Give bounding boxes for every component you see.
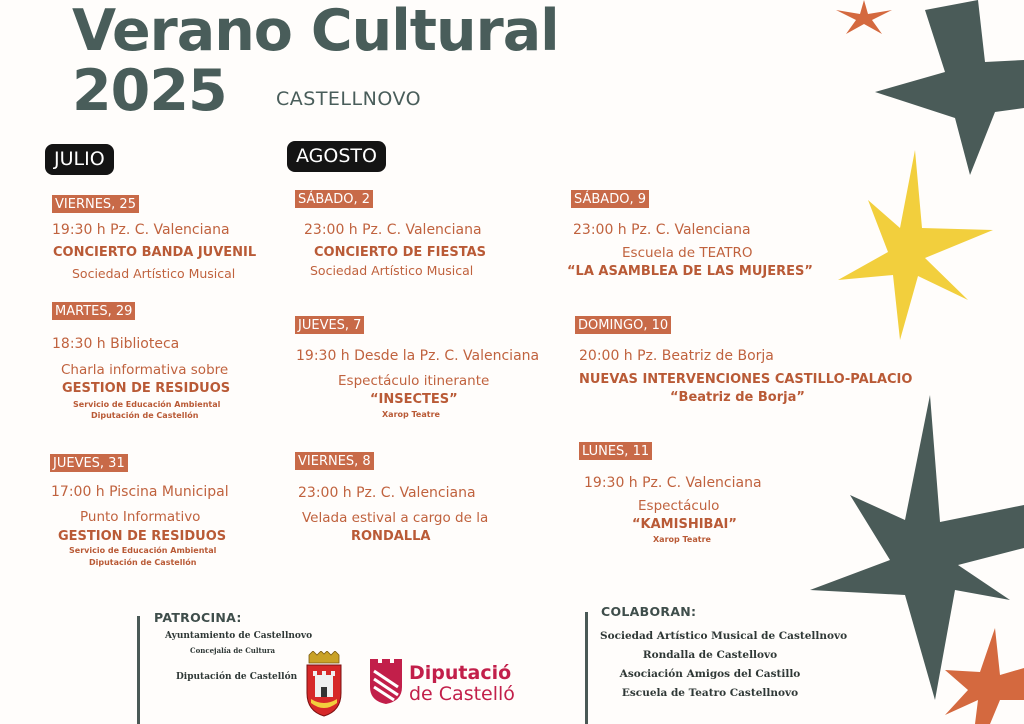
event-title: GESTION DE RESIDUOS [62,381,231,396]
event-description: Escuela de TEATRO [622,245,753,261]
day-badge: MARTES, 29 [52,302,135,320]
page-title-year: 2025 [72,58,227,124]
day-badge: VIERNES, 8 [295,452,374,470]
event-organizer: Servicio de Educación Ambiental [73,400,221,409]
place-name: CASTELLNOVO [276,88,422,110]
page-title: Verano Cultural [72,0,559,64]
month-label-august: AGOSTO [287,141,386,172]
event-time: 23:00 h Pz. C. Valenciana [298,485,476,501]
event-title: “LA ASAMBLEA DE LAS MUJERES” [567,264,813,279]
event-organizer: Diputación de Castellón [89,558,197,567]
event-organizer: Diputación de Castellón [91,411,199,420]
event-time: 23:00 h Pz. C. Valenciana [304,222,482,238]
event-organizer: Servicio de Educación Ambiental [69,546,217,555]
sponsor-name: Ayuntamiento de Castellnovo [165,631,313,641]
star-decoration [838,150,993,340]
collaborator-name: Escuela de Teatro Castellnovo [621,687,799,699]
collaborator-name: Rondalla de Castellovo [642,649,778,661]
collab-label: COLABORAN: [601,604,697,619]
event-time: 18:30 h Biblioteca [52,336,180,352]
day-badge: SÁBADO, 2 [295,190,373,208]
day-badge: SÁBADO, 9 [571,190,649,208]
event-time: 19:30 h Desde la Pz. C. Valenciana [296,348,540,364]
event-title: GESTION DE RESIDUOS [58,529,227,544]
footer-divider [137,616,140,724]
event-description: Espectáculo itinerante [338,373,490,389]
day-badge: LUNES, 11 [579,442,652,460]
event-description: Punto Informativo [80,509,201,525]
diputacio-logo-line2: de Castelló [409,683,515,705]
collaborator-name: Asociación Amigos del Castillo [619,668,801,680]
day-badge: DOMINGO, 10 [575,316,671,334]
sponsor-subname: Concejalía de Cultura [190,646,276,655]
event-title: RONDALLA [351,529,431,544]
sponsor-label: PATROCINA: [154,610,242,625]
event-title: CONCIERTO DE FIESTAS [314,245,487,260]
collaborator-list [600,627,848,703]
coat-of-arms-icon [303,651,345,717]
footer-divider [585,612,588,724]
sponsor-name: Diputación de Castellón [176,672,298,682]
event-organizer: Sociedad Artístico Musical [310,263,474,278]
month-label-july: JULIO [45,144,114,175]
event-description: Velada estival a cargo de la [302,510,489,526]
event-organizer: Xarop Teatre [653,535,711,544]
day-badge: VIERNES, 25 [52,195,139,213]
event-title: “KAMISHIBAI” [632,517,737,532]
event-organizer: Sociedad Artístico Musical [72,266,236,281]
day-badge: JUEVES, 7 [295,316,364,334]
event-subtitle: “Beatriz de Borja” [670,390,805,405]
event-description: Espectáculo [638,498,720,514]
event-time: 19:30 h Pz. C. Valenciana [584,475,762,491]
event-time: 20:00 h Pz. Beatriz de Borja [579,348,774,364]
event-title: NUEVAS INTERVENCIONES CASTILLO-PALACIO [579,372,913,387]
event-organizer: Xarop Teatre [382,410,440,419]
star-decoration [875,0,1024,175]
event-time: 23:00 h Pz. C. Valenciana [573,222,751,238]
diputacio-logo-line1: Diputació [409,662,512,684]
event-description: Charla informativa sobre [61,362,229,378]
event-time: 17:00 h Piscina Municipal [51,484,229,500]
day-badge: JUEVES, 31 [50,454,128,472]
collaborator-name: Sociedad Artístico Musical de Castellnovo [600,630,848,642]
diputacio-logo-icon [368,657,404,705]
event-title: CONCIERTO BANDA JUVENIL [53,245,257,260]
event-time: 19:30 h Pz. C. Valenciana [52,222,230,238]
star-decoration [836,0,892,34]
event-title: “INSECTES” [370,392,458,407]
star-decoration [945,628,1024,724]
